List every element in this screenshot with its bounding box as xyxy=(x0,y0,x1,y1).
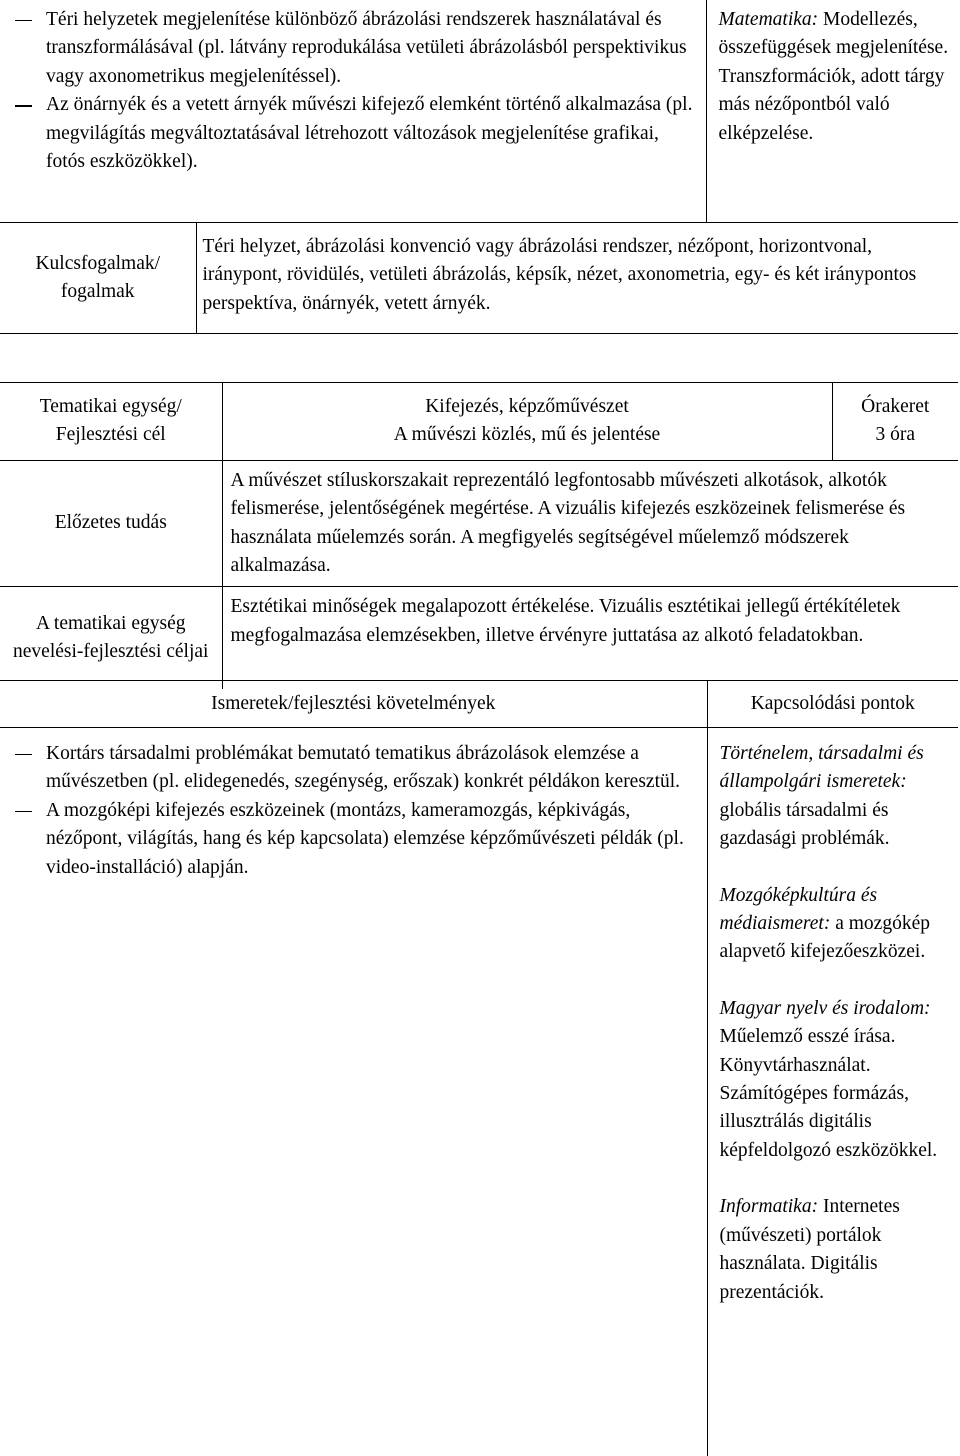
connection-cell xyxy=(706,0,958,223)
keywords-label: Kulcsfogalmak/ fogalmak xyxy=(0,223,196,334)
thematic-unit-table xyxy=(0,382,958,689)
prior-knowledge-row xyxy=(0,460,958,587)
keywords-text: Téri helyzet, ábrázolási konvenció vagy ábrázolási rendszer, nézőpont, horizontvonal, iránypont, rövidülés, vetületi ábrázolás, képsík, nézet, axonometria, egy- és két iránypontos perspektíva, önárnyék, vetett árnyék. xyxy=(196,223,958,334)
requirements-body-row xyxy=(0,728,958,1456)
requirements-list xyxy=(6,740,699,882)
list-item: A mozgóképi kifejezés eszközeinek (montázs, kameramozgás, képkivágás, nézőpont, világítás, hang és kép kapcsolata) elemzése képzőművészeti példák (pl. video-installáció) alapján. xyxy=(6,797,699,882)
development-list xyxy=(6,6,698,176)
list-item: Kortárs társadalmi problémákat bemutató tematikus ábrázolások elemzése a művészetben (pl. elidegenedés, szegénység, erőszak) konkrét példákon keresztül. xyxy=(6,740,699,797)
connection-media: Mozgóképkultúra és médiaismeret: a mozgókép alapvető kifejezőeszközei. xyxy=(720,882,951,967)
list-item: Téri helyzetek megjelenítése különböző ábrázolási rendszerek használatával és transzformálásával (pl. látvány reprodukálása vetületi ábrázolásból perspektivikus vagy axonometrikus megjelenítéssel). xyxy=(6,6,698,91)
unit-label: Tematikai egység/ Fejlesztési cél xyxy=(0,383,222,461)
keywords-row xyxy=(0,223,958,334)
curriculum-top-table xyxy=(0,0,958,334)
connection-literature: Magyar nyelv és irodalom: Műelemző esszé írása. Könyvtárhasználat. Számítógépes formázás, illusztrálás digitális képfeldolgozó eszközökkel. xyxy=(720,995,951,1165)
goals-text: Esztétikai minőségek megalapozott értékelése. Vizuális esztétikai jellegű értékítéletek megfogalmazása elemzésekben, illetve érvényre juttatása az alkotó feladatokban. xyxy=(222,587,958,690)
development-cell xyxy=(0,0,706,223)
connection-text: Matematika: Modellezés, összefüggések megjelenítése. Transzformációk, adott tárgy más nézőpontból való elképzelése. xyxy=(719,6,951,148)
unit-title: Kifejezés, képzőművészet A művészi közlés, mű és jelentése xyxy=(222,383,832,461)
requirements-header-row xyxy=(0,681,958,728)
goals-row xyxy=(0,587,958,690)
connections-header: Kapcsolódási pontok xyxy=(707,681,958,728)
unit-header-row xyxy=(0,383,958,461)
list-item: Az önárnyék és a vetett árnyék művészi kifejező elemként történő alkalmazása (pl. megvilágítás megváltoztatásával létrehozott változások megjelenítése grafikai, fotós eszközökkel). xyxy=(6,91,698,176)
connection-informatics: Informatika: Internetes (művészeti) portálok használata. Digitális prezentációk. xyxy=(720,1193,951,1307)
connection-subject: Matematika: xyxy=(719,9,819,30)
requirements-header: Ismeretek/fejlesztési követelmények xyxy=(0,681,707,728)
requirements-cell xyxy=(0,728,707,1456)
development-row xyxy=(0,0,958,223)
prior-knowledge-label: Előzetes tudás xyxy=(0,460,222,587)
prior-knowledge-text: A művészet stíluskorszakait reprezentáló legfontosabb művészeti alkotások, alkotók felismerése, jelentőségének megértése. A vizuális kifejezés eszközeinek felismerése és használata műelemzés során. A megfigyelés segítségével műelemző módszerek alkalmazása. xyxy=(222,460,958,587)
connections-cell xyxy=(707,728,958,1456)
connection-history: Történelem, társadalmi és állampolgári ismeretek: globális társadalmi és gazdasági problémák. xyxy=(720,740,951,854)
requirements-table xyxy=(0,680,958,1456)
goals-label: A tematikai egység nevelési-fejlesztési céljai xyxy=(0,587,222,690)
hours-cell: Órakeret 3 óra xyxy=(832,383,958,461)
